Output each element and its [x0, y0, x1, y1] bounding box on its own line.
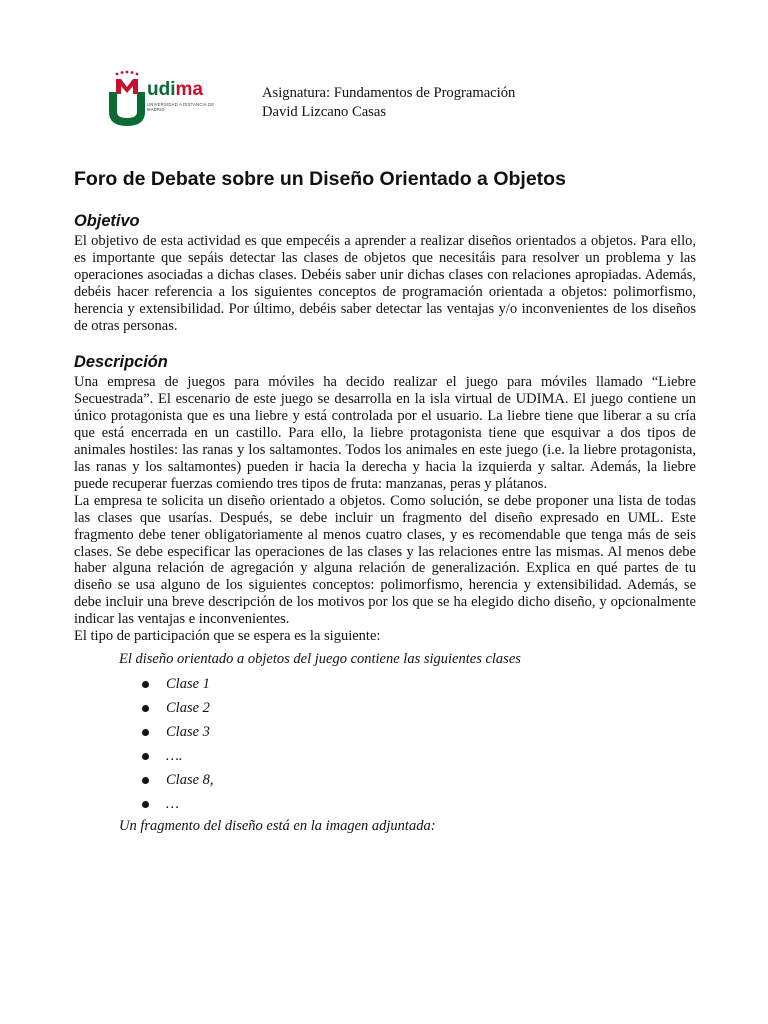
- logo-subtitle: UNIVERSIDAD A DISTANCIA DE MADRID: [147, 102, 215, 112]
- document-header: [262, 84, 515, 122]
- list-item: Clase 1: [140, 672, 696, 696]
- author-line: David Lizcano Casas: [262, 104, 387, 120]
- class-list: [140, 672, 696, 816]
- udima-logo: [107, 70, 217, 130]
- descripcion-paragraph-1: Una empresa de juegos para móviles ha decido realizar el juego para móviles llamado “Liebre Secuestrada”. El escenario de este juego se desarrolla en la isla virtual de UDIMA. El juego contiene un único protagonista que es una liebre y está controlada por el usuario. La liebre tiene que liberar a su cría que está encerrada en un castillo. Para ello, la liebre protagonista tiene que esquivar a dos tipos de animales hostiles: las ranas y los saltamontes. Todos los animales en este juego (i.e. la liebre protagonista, las ranas y los saltamontes) pueden ir hacia la derecha y hacia la izquierda y saltar. Además, la liebre puede recuperar fuerzas comiendo tres tipos de fruta: manzanas, peras y plátanos.: [74, 374, 696, 492]
- list-item: Clase 3: [140, 720, 696, 744]
- section-heading-objetivo: Objetivo: [74, 212, 140, 230]
- bullet-icon: [142, 729, 149, 736]
- objetivo-paragraph: El objetivo de esta actividad es que empecéis a aprender a realizar diseños orientados a objetos. Para ello, es importante que sepáis detectar las clases de objetos que necesitáis para resolver un problema y las operaciones asociadas a dichas clases. Debéis saber unir dichas clases con relaciones apropiadas. Además, debéis hacer referencia a los siguientes conceptos de programación orientada a objetos: polimorfismo, herencia y extensibilidad. Por último, debéis saber detectar las ventajas y/o inconvenientes de los diseños de otras personas.: [74, 233, 696, 334]
- bullet-icon: [142, 801, 149, 808]
- list-item: Clase 2: [140, 696, 696, 720]
- descripcion-paragraph-2: La empresa te solicita un diseño orientado a objetos. Como solución, se debe proponer una lista de todas las clases que usarías. Después, se debe incluir un fragmento del diseño expresado en UML. Este fragmento debe tener obligatoriamente al menos cuatro clases, y es recomendable que tenga más de seis clases. Se debe especificar las operaciones de las clases y las relaciones entre las mismas. Al menos debe haber alguna relación de agregación y alguna relación de generalización. Explica en qué partes de tu diseño se usa alguno de los siguientes conceptos: polimorfismo, herencia y extensibilidad. Además, se debe incluir una breve descripción de los motivos por los que se ha elegido dicho diseño, y opcionalmente indicar las ventajas e inconvenientes.: [74, 492, 696, 628]
- document-body: [74, 164, 696, 835]
- bullet-icon: [142, 681, 149, 688]
- udima-emblem-icon: [107, 70, 147, 130]
- example-intro: El diseño orientado a objetos del juego contiene las siguientes clases: [119, 650, 521, 667]
- descripcion-paragraph-3: El tipo de participación que se espera es la siguiente:: [74, 628, 381, 645]
- list-item: ….: [140, 744, 696, 768]
- document-title: Foro de Debate sobre un Diseño Orientado a Objetos: [74, 168, 566, 190]
- bullet-icon: [142, 753, 149, 760]
- list-item: …: [140, 792, 696, 816]
- list-item: Clase 8,: [140, 768, 696, 792]
- logo-wordmark: udima: [147, 79, 203, 100]
- bullet-icon: [142, 777, 149, 784]
- subject-line: Asignatura: Fundamentos de Programación: [262, 85, 516, 101]
- example-outro: Un fragmento del diseño está en la imagen adjuntada:: [119, 817, 436, 834]
- bullet-icon: [142, 705, 149, 712]
- section-heading-descripcion: Descripción: [74, 353, 168, 372]
